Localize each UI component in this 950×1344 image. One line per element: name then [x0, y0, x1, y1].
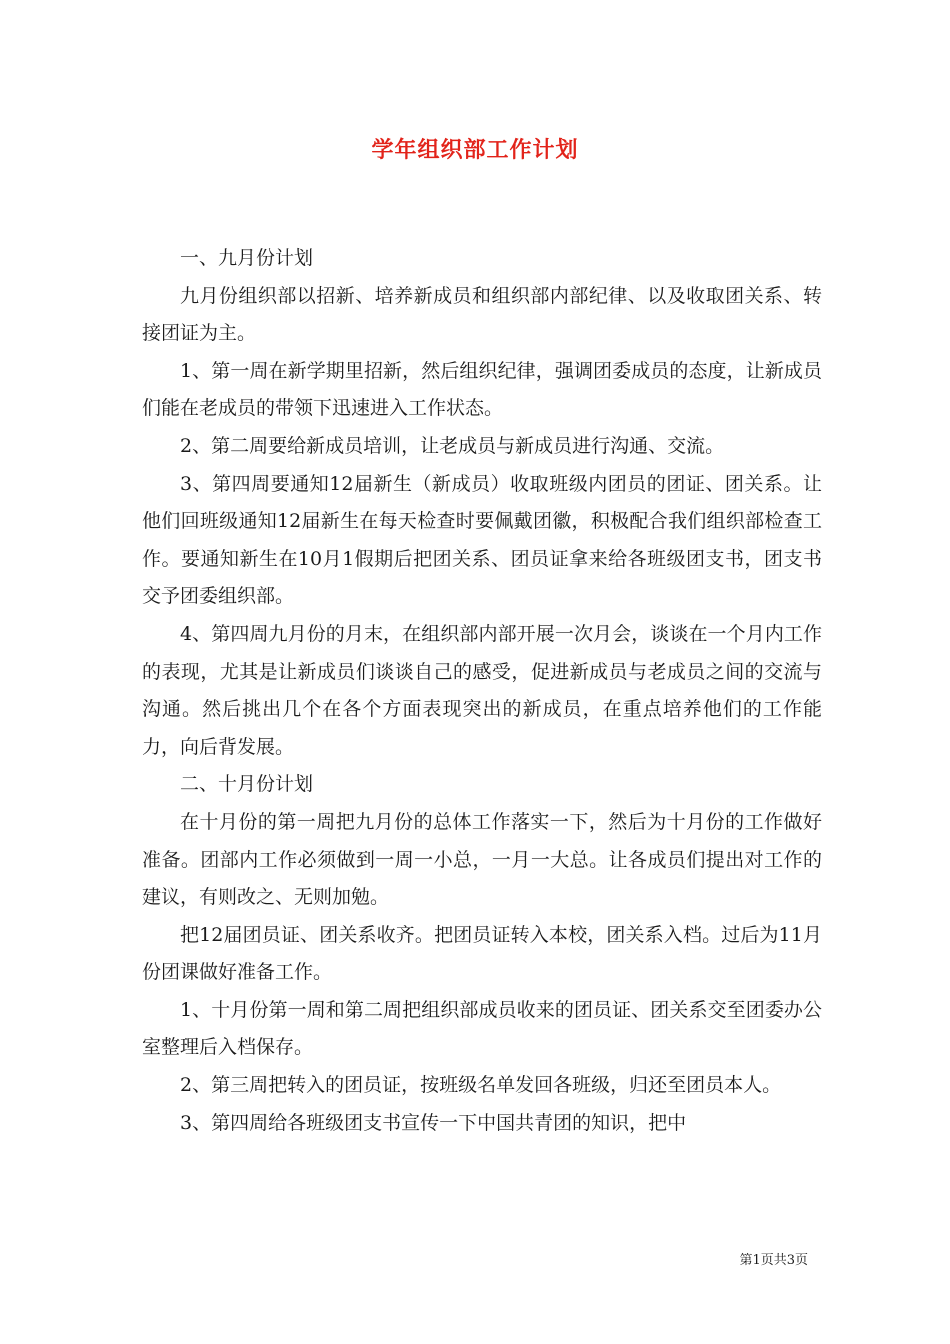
paragraph: 1、第一周在新学期里招新，然后组织纪律，强调团委成员的态度，让新成员们能在老成员的带领下迅速进入工作状态。: [142, 359, 822, 420]
paragraph: 1、十月份第一周和第二周把组织部成员收来的团员证、团关系交至团委办公室整理后入档保存。: [142, 998, 822, 1059]
paragraph: 2、第二周要给新成员培训，让老成员与新成员进行沟通、交流。: [180, 434, 725, 457]
document-title: 学年组织部工作计划: [371, 137, 579, 163]
paragraph: 3、第四周给各班级团支书宣传一下中国共青团的知识，把中: [180, 1111, 687, 1134]
section-heading-september: 一、九月份计划: [180, 247, 314, 269]
paragraph: 4、第四周九月份的月末，在组织部内部开展一次月会，谈谈在一个月内工作的表现，尤其是让新成员们谈谈自己的感受，促进新成员与老成员之间的交流与沟通。然后挑出几个在各个方面表现突出的新成员，在重点培养他们的工作能力，向后背发展。: [142, 622, 822, 758]
paragraph: 在十月份的第一周把九月份的总体工作落实一下，然后为十月份的工作做好准备。团部内工作必须做到一周一小总，一月一大总。让各成员们提出对工作的建议，有则改之、无则加勉。: [142, 810, 822, 909]
page-number-footer: 第1页共3页: [739, 1253, 808, 1268]
section-heading-october: 二、十月份计划: [180, 773, 314, 796]
paragraph: 九月份组织部以招新、培养新成员和组织部内部纪律、以及收取团关系、转接团证为主。: [142, 284, 822, 345]
document-body: [142, 240, 822, 1142]
paragraph: 3、第四周要通知12届新生（新成员）收取班级内团员的团证、团关系。让他们回班级通知12届新生在每天检查时要佩戴团徽，积极配合我们组织部检查工作。要通知新生在10月1假期后把团关系、团员证拿来给各班级团支书，团支书交予团委组织部。: [142, 472, 822, 608]
paragraph: 把12届团员证、团关系收齐。把团员证转入本校，团关系入档。过后为11月份团课做好准备工作。: [142, 923, 822, 984]
paragraph: 2、第三周把转入的团员证，按班级名单发回各班级，归还至团员本人。: [180, 1074, 782, 1097]
